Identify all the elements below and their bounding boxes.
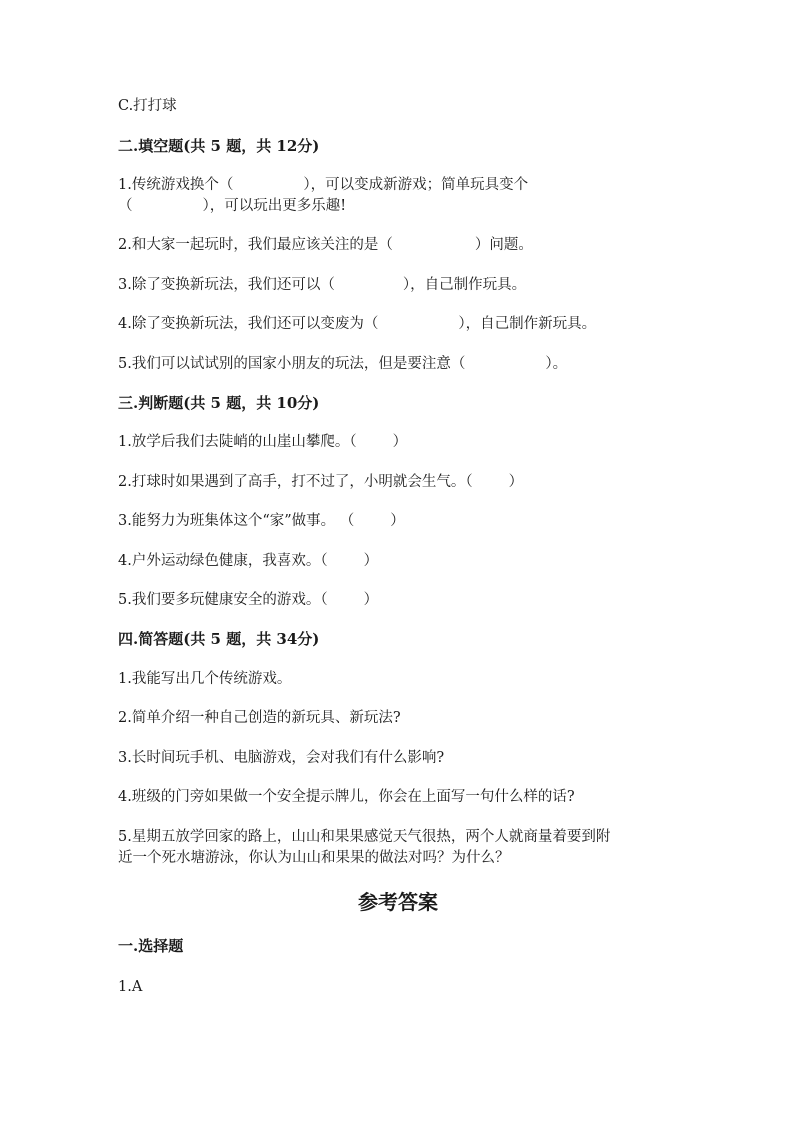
fill-q1-text-b: ），可以变成新游戏；简单玩具变个 — [303, 177, 529, 193]
judge-q2-text-b: ） — [508, 474, 524, 490]
judge-q5-text-a: 5.我们要多玩健康安全的游戏。（ — [118, 592, 328, 608]
short-question-2: 2.简单介绍一种自己创造的新玩具、新玩法? — [118, 710, 401, 726]
short-question-1: 1.我能写出几个传统游戏。 — [118, 671, 292, 687]
short-question-3: 3.长时间玩手机、电脑游戏，会对我们有什么影响? — [118, 750, 445, 766]
fill-q2-text-b: ）问题。 — [474, 237, 533, 253]
answers-title: 参考答案 — [358, 890, 438, 914]
judge-question-2 — [118, 472, 523, 492]
judge-question-3 — [118, 511, 405, 531]
fill-question-1-line2 — [118, 196, 346, 216]
answer-1: 1.A — [118, 979, 143, 995]
option-c: C.打打球 — [118, 98, 177, 114]
section4-heading: 四.简答题(共 5 题，共 34分) — [118, 630, 320, 648]
fill-question-1-line1 — [118, 175, 528, 195]
fill-q1-text-c: （ — [118, 198, 133, 214]
judge-q5-text-b: ） — [363, 592, 379, 608]
fill-q1-text-a: 1.传统游戏换个（ — [118, 177, 234, 193]
fill-q5-text-b: ）。 — [545, 356, 568, 372]
judge-q4-text-b: ） — [363, 553, 379, 569]
judge-q4-text-a: 4.户外运动绿色健康，我喜欢。（ — [118, 553, 328, 569]
fill-q5-text-a: 5.我们可以试试别的国家小朋友的玩法，但是要注意（ — [118, 356, 466, 372]
judge-question-1 — [118, 432, 407, 452]
judge-question-5 — [118, 590, 378, 610]
answers-section1-heading: 一.选择题 — [118, 937, 184, 955]
short-question-5-line1: 5.星期五放学回家的路上，山山和果果感觉天气很热，两个人就商量着要到附 — [118, 829, 611, 845]
fill-question-3 — [118, 275, 526, 295]
fill-question-4 — [118, 314, 596, 334]
fill-q3-text-b: ），自己制作玩具。 — [402, 277, 527, 293]
fill-q4-text-b: ），自己制作新玩具。 — [458, 316, 597, 332]
fill-question-2 — [118, 235, 533, 255]
section3-heading: 三.判断题(共 5 题，共 10分) — [118, 394, 320, 412]
fill-question-5 — [118, 354, 567, 374]
fill-q1-text-d: ），可以玩出更多乐趣! — [202, 198, 347, 214]
judge-q3-text-a: 3.能努力为班集体这个“家”做事。 （ — [118, 513, 355, 529]
judge-q2-text-a: 2.打球时如果遇到了高手，打不过了，小明就会生气。（ — [118, 474, 473, 490]
short-question-4: 4.班级的门旁如果做一个安全提示牌儿，你会在上面写一句什么样的话? — [118, 789, 575, 805]
judge-q3-text-b: ） — [390, 513, 405, 529]
judge-q1-text-b: ） — [392, 434, 408, 450]
fill-q2-text-a: 2.和大家一起玩时，我们最应该关注的是（ — [118, 237, 393, 253]
judge-q1-text-a: 1.放学后我们去陡峭的山崖山攀爬。（ — [118, 434, 357, 450]
short-question-5-line2: 近一个死水塘游泳，你认为山山和果果的做法对吗？为什么？ — [118, 850, 510, 866]
fill-q4-text-a: 4.除了变换新玩法，我们还可以变废为（ — [118, 316, 379, 332]
section2-heading: 二.填空题(共 5 题，共 12分) — [118, 137, 320, 155]
judge-question-4 — [118, 551, 378, 571]
fill-q3-text-a: 3.除了变换新玩法，我们还可以（ — [118, 277, 335, 293]
